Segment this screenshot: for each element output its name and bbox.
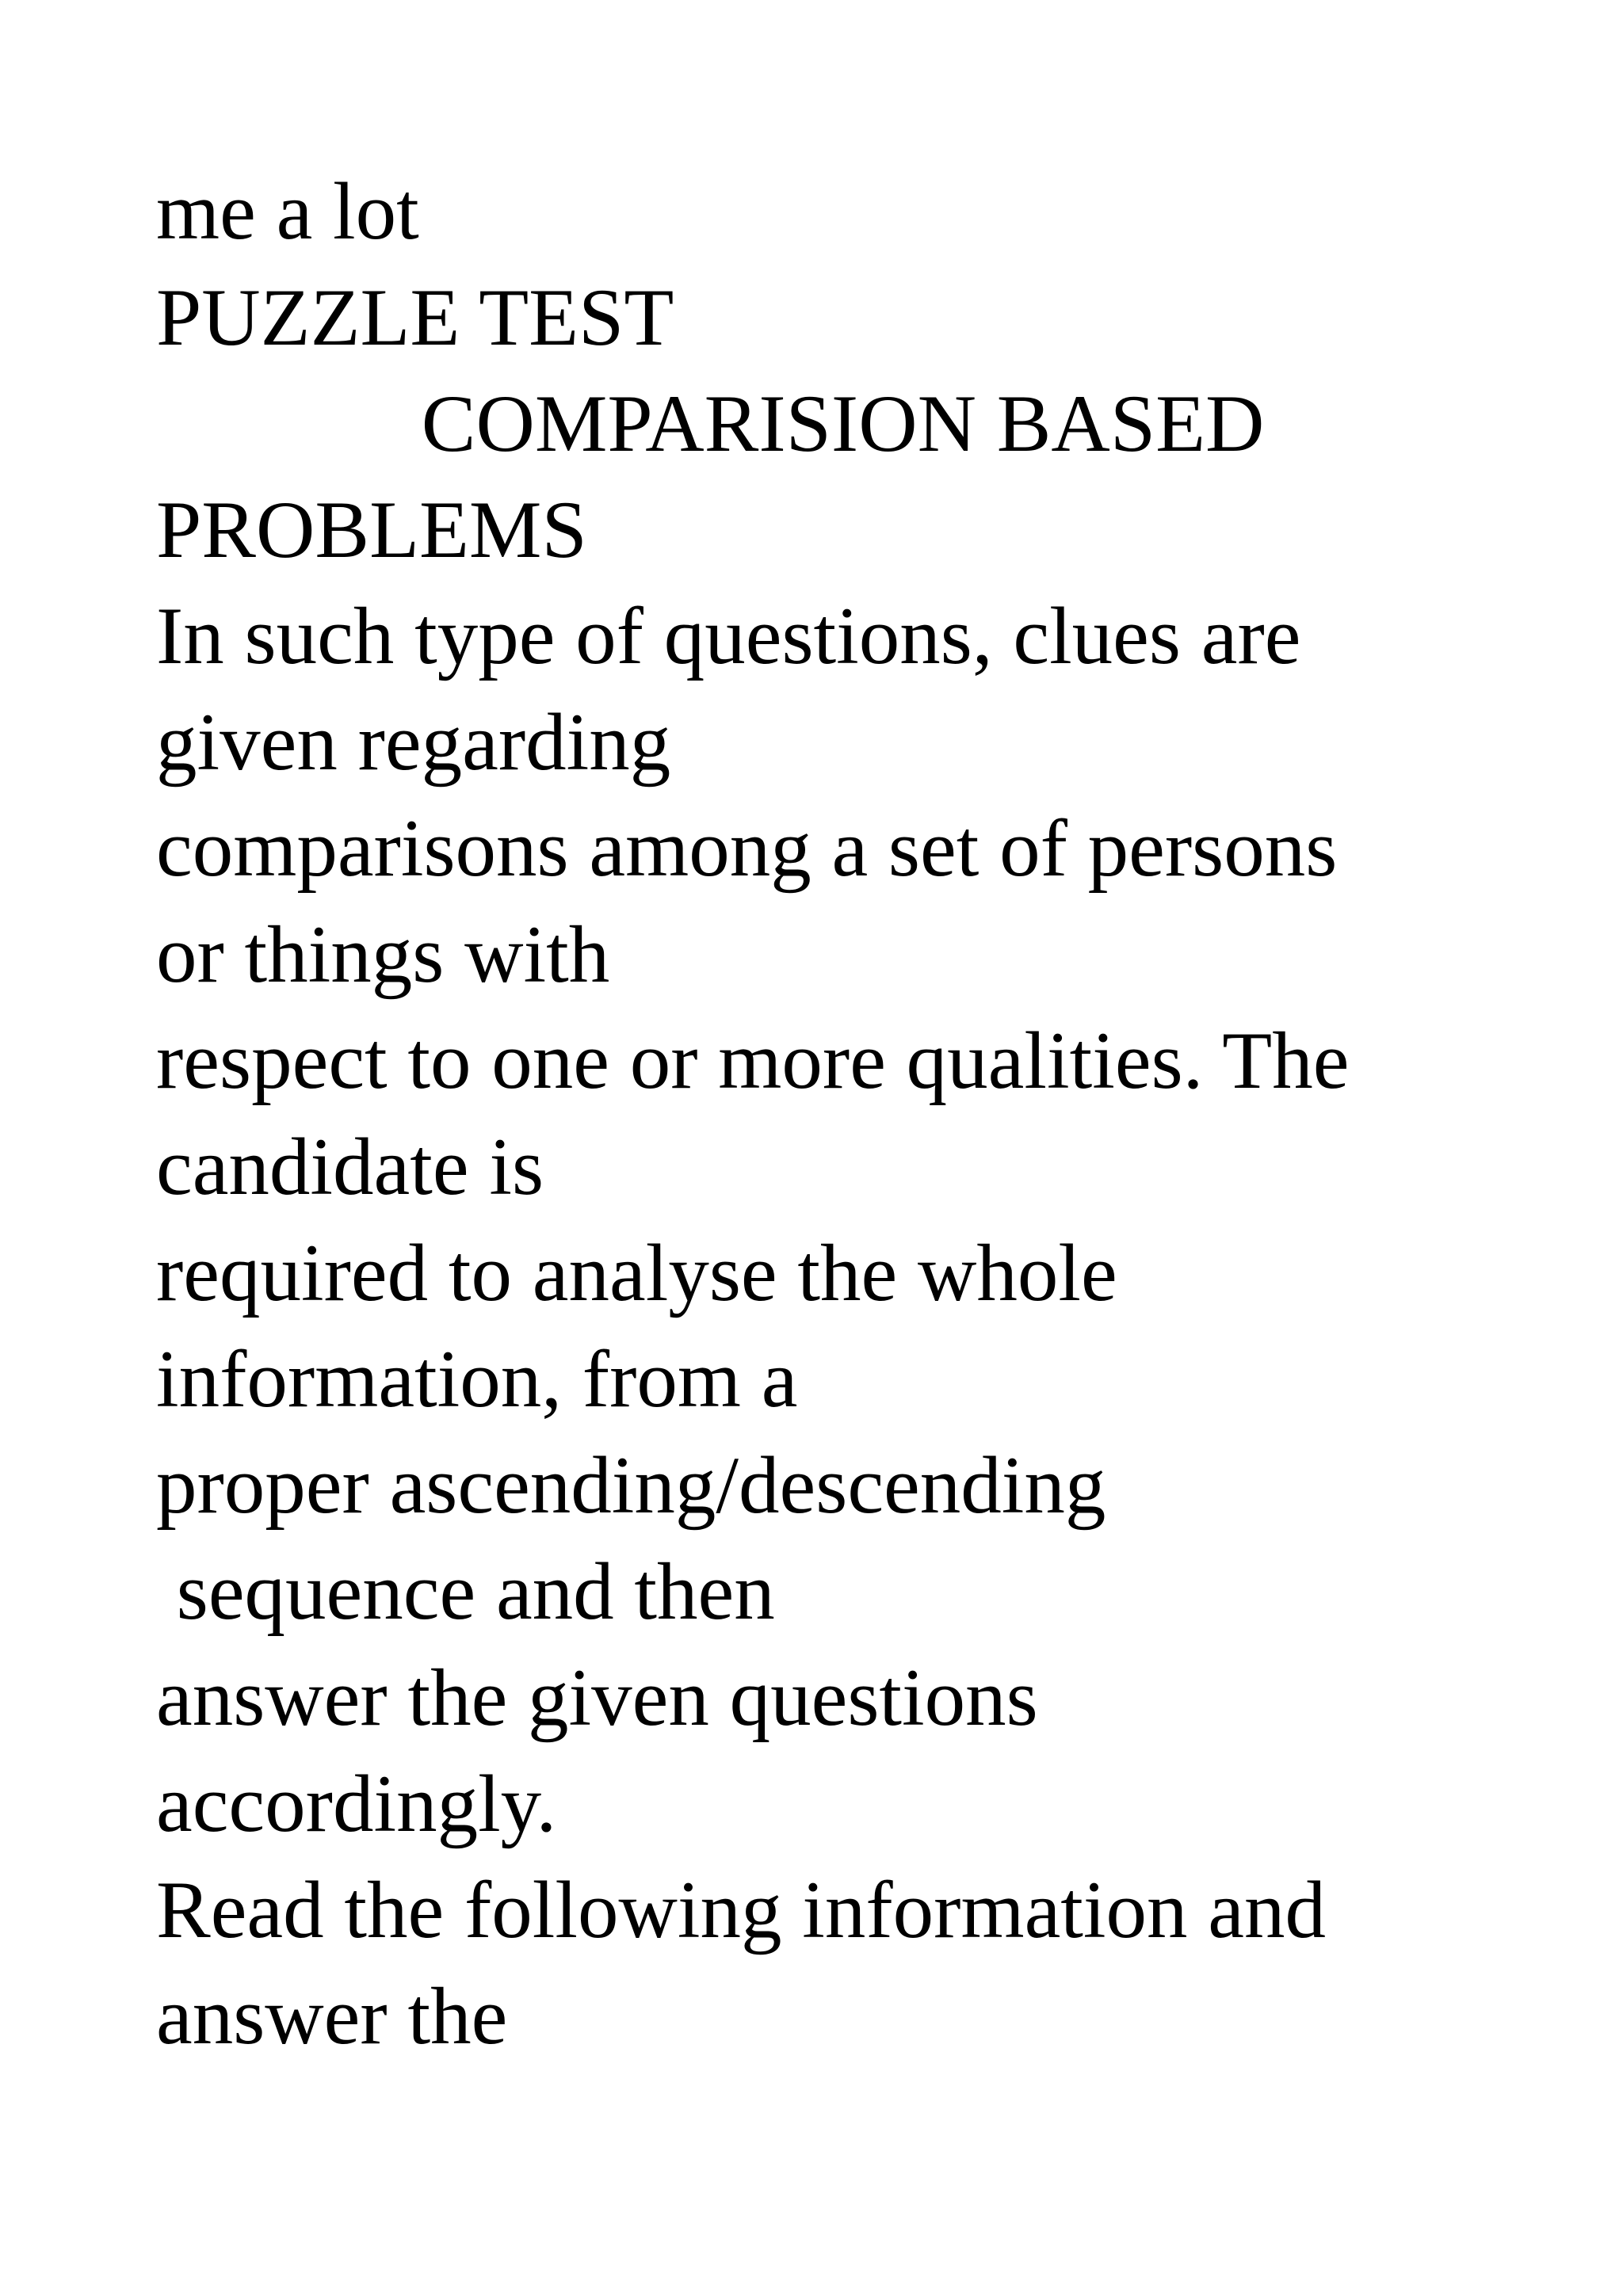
text-line: or things with xyxy=(156,910,610,1000)
text-line: Read the following information and xyxy=(156,1865,1326,1955)
text-line: me a lot xyxy=(156,166,419,257)
subsection-title-continued: PROBLEMS xyxy=(156,485,587,575)
text-line: candidate is xyxy=(156,1122,544,1212)
text-line: accordingly. xyxy=(156,1759,557,1849)
text-line: proper ascending/descending xyxy=(156,1440,1106,1531)
text-line: answer the given questions xyxy=(156,1653,1038,1743)
text-line: required to analyse the whole xyxy=(156,1228,1117,1318)
text-line: comparisons among a set of persons xyxy=(156,803,1338,894)
text-line: sequence and then xyxy=(156,1547,775,1637)
section-title: PUZZLE TEST xyxy=(156,273,674,363)
document-text xyxy=(156,158,1583,2069)
text-line: answer the xyxy=(156,1971,508,2061)
text-line: information, from a xyxy=(156,1334,798,1425)
subsection-title: COMPARISION BASED xyxy=(156,379,1265,469)
text-line: respect to one or more qualities. The xyxy=(156,1016,1350,1106)
text-line: In such type of questions, clues are xyxy=(156,591,1301,681)
text-line: given regarding xyxy=(156,697,671,788)
